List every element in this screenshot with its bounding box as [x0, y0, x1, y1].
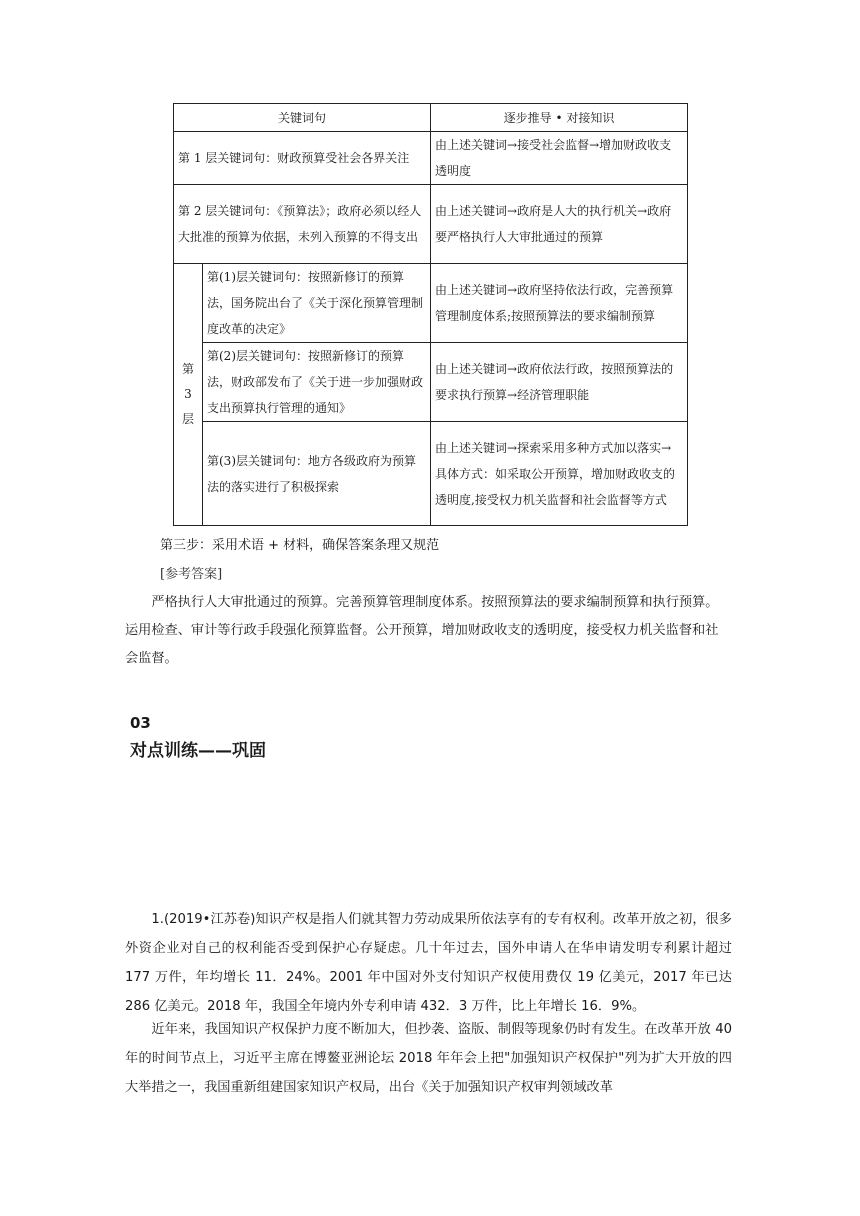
section-number: 03 — [130, 714, 151, 732]
table-row — [174, 422, 688, 526]
table-row — [174, 132, 688, 185]
sub3-derivation: 由上述关键词→探索采用多种方式加以落实→具体方式：如采取公开预算，增加财政收支的透明度,接受权力机关监督和社会监督等方式 — [431, 422, 688, 526]
sub1-keyword: 第(1)层关键词句：按照新修订的预算法，国务院出台了《关于深化预算管理制度改革的决定》 — [203, 264, 431, 343]
question-paragraph-2: 近年来，我国知识产权保护力度不断加大，但抄袭、盗版、制假等现象仍时有发生。在改革开放 40 年的时间节点上，习近平主席在博鳌亚洲论坛 2018 年年会上把"加强知识产权保护"列为扩大开放的四大举措之一，我国重新组建国家知识产权局，出台《关于加强知识产权审判领域改革 — [125, 1022, 732, 1095]
sub3-keyword: 第(3)层关键词句：地方各级政府为预算法的落实进行了积极探索 — [203, 422, 431, 526]
sub1-derivation: 由上述关键词→政府坚持依法行政，完善预算管理制度体系;按照预算法的要求编制预算 — [431, 264, 688, 343]
layer3-char: 3 — [184, 387, 192, 401]
row1-derivation: 由上述关键词→接受社会监督→增加财政收支透明度 — [431, 132, 688, 185]
sub2-keyword: 第(2)层关键词句：按照新修订的预算法，财政部发布了《关于进一步加强财政支出预算执行管理的通知》 — [203, 343, 431, 422]
reference-answer-label: [参考答案] — [160, 567, 223, 582]
header-derivation: 逐步推导 • 对接知识 — [431, 104, 688, 132]
layer3-char: 第 — [181, 362, 194, 376]
row1-keyword: 第 1 层关键词句：财政预算受社会各界关注 — [174, 132, 431, 185]
question-paragraph-1: 1.(2019•江苏卷)知识产权是指人们就其智力劳动成果所依法享有的专有权利。改革开放之初，很多外资企业对自己的权利能否受到保护心存疑虑。几十年过去，国外申请人在华申请发明专利累计超过 177 万件，年均增长 11．24%。2001 年中国对外支付知识产权使用费仅 19 亿美元，2017 年已达 286 亿美元。2018 年，我国全年境内外专利申请 432．3 万件，比上年增长 16．9%。 — [125, 912, 732, 1014]
table-row — [174, 264, 688, 343]
table-row — [174, 185, 688, 264]
row2-derivation: 由上述关键词→政府是人大的执行机关→政府要严格执行人大审批通过的预算 — [431, 185, 688, 264]
section-title: 对点训练——巩固 — [130, 741, 266, 761]
table-row — [174, 343, 688, 422]
header-keywords: 关键词句 — [174, 104, 431, 132]
row2-keyword: 第 2 层关键词句：《预算法》；政府必须以经人大批准的预算为依据，未列入预算的不得支出 — [174, 185, 431, 264]
layer3-char: 层 — [181, 412, 194, 426]
keyword-derivation-table — [173, 103, 688, 526]
reference-answer-text: 严格执行人大审批通过的预算。完善预算管理制度体系。按照预算法的要求编制预算和执行预算。运用检查、审计等行政手段强化预算监督。公开预算，增加财政收支的透明度，接受权力机关监督和社会监督。 — [125, 595, 719, 666]
layer3-label — [174, 264, 203, 526]
table-header-row — [174, 104, 688, 132]
step3-heading: 第三步：采用术语 + 材料，确保答案条理又规范 — [160, 538, 440, 553]
sub2-derivation: 由上述关键词→政府依法行政，按照预算法的要求执行预算→经济管理职能 — [431, 343, 688, 422]
